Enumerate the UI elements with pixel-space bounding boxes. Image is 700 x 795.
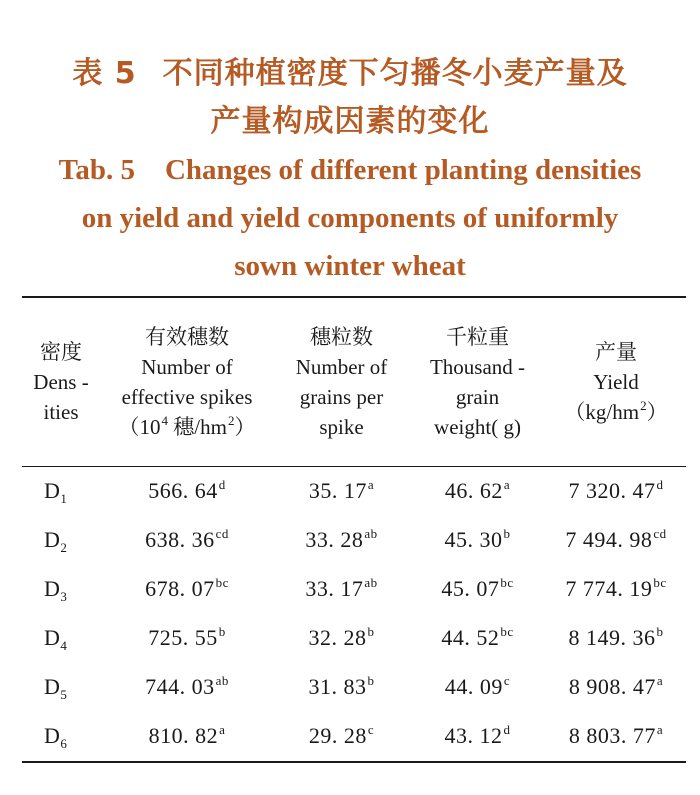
cell-density: $D_2$ (44, 526, 68, 555)
cell-tgw: 44. 09$^c$ (444, 672, 511, 699)
data-table (22, 298, 686, 760)
cell-spikes: 638. $36^{cd}$ (145, 525, 229, 552)
cell-tgw: 46. 62$^a$ (444, 476, 511, 503)
cell-tgw: 45. $07^{bc}$ (441, 574, 514, 601)
table-row (22, 711, 686, 760)
cell-spikes: 678. $07^{bc}$ (145, 574, 229, 601)
cell-density: $D_4$ (44, 624, 68, 653)
cell-yield: 7 494. $98^{cd}$ (565, 525, 667, 552)
caption-en-label: Tab. 5 (58, 154, 135, 186)
cell-spikes: 810. 82$^a$ (148, 721, 226, 748)
cell-spikes: 566. 64$^d$ (148, 476, 226, 503)
header-row (22, 298, 686, 466)
caption-en-line-2: on yield and yield components of uniformly (81, 202, 619, 234)
table-bottom-rule (22, 761, 686, 763)
header-yield: 产量 Yield $(kg/hm^2)$ (546, 298, 686, 466)
caption-cn-text-1: 不同种植密度下匀播冬小麦产量及 (162, 56, 628, 91)
cell-tgw: 43. 12$^d$ (444, 721, 511, 748)
cell-grains: 35. 17$^a$ (308, 476, 375, 503)
cell-spikes: 725. 55$^b$ (148, 623, 226, 650)
header-effective-spikes: 有效穗数 Number of effective spikes （$10^4$ 穗$/hm^2$） (100, 298, 274, 466)
cell-yield: 8 149. 36$^b$ (568, 623, 664, 650)
header-grains-per-spike: 穗粒数 Number of grains per spike (295, 325, 388, 439)
table-caption (0, 50, 700, 290)
table-row (22, 662, 686, 711)
caption-en-text-1: Changes of different planting densities (164, 154, 642, 186)
cell-tgw: 45. 30$^b$ (444, 525, 511, 552)
cell-yield: 8 908. 47$^a$ (568, 672, 664, 699)
caption-en-line-3: sown winter wheat (234, 250, 466, 282)
cell-spikes: 744. $03^{ab}$ (145, 672, 229, 699)
cell-density: $D_1$ (44, 477, 68, 506)
cell-grains: 33. $28^{ab}$ (305, 525, 378, 552)
table-row (22, 613, 686, 662)
cell-yield: 8 803. 77$^a$ (568, 721, 664, 748)
cell-density: $D_5$ (44, 673, 68, 702)
cell-tgw: 44. $52^{bc}$ (441, 623, 514, 650)
cell-grains: 33. $17^{ab}$ (305, 574, 378, 601)
cell-yield: 7 320. 47$^d$ (568, 476, 664, 503)
cell-grains: 31. 83$^b$ (308, 672, 375, 699)
cell-grains: 32. 28$^b$ (308, 623, 375, 650)
cell-density: $D_6$ (44, 722, 68, 751)
caption-cn-line-2: 产量构成因素的变化 (210, 104, 490, 139)
header-density: 密度 Dens - ities (33, 340, 89, 424)
table-row (22, 515, 686, 564)
cell-density: $D_3$ (44, 575, 68, 604)
header-thousand-grain-weight: 千粒重 Thousand - grain weight( g) (429, 325, 526, 439)
caption-cn-label: 表 5 (72, 56, 137, 91)
caption-en-line-1 (0, 146, 700, 194)
cell-yield: 7 774. $19^{bc}$ (565, 574, 667, 601)
cell-grains: 29. 28$^c$ (308, 721, 375, 748)
table-row (22, 564, 686, 613)
table-row (22, 466, 686, 515)
header-yield-unit: $(kg/hm^2)$ (564, 398, 668, 424)
header-spikes-unit: （$10^4$ 穗$/hm^2$） (118, 413, 256, 439)
caption-cn-line-1 (0, 50, 700, 98)
